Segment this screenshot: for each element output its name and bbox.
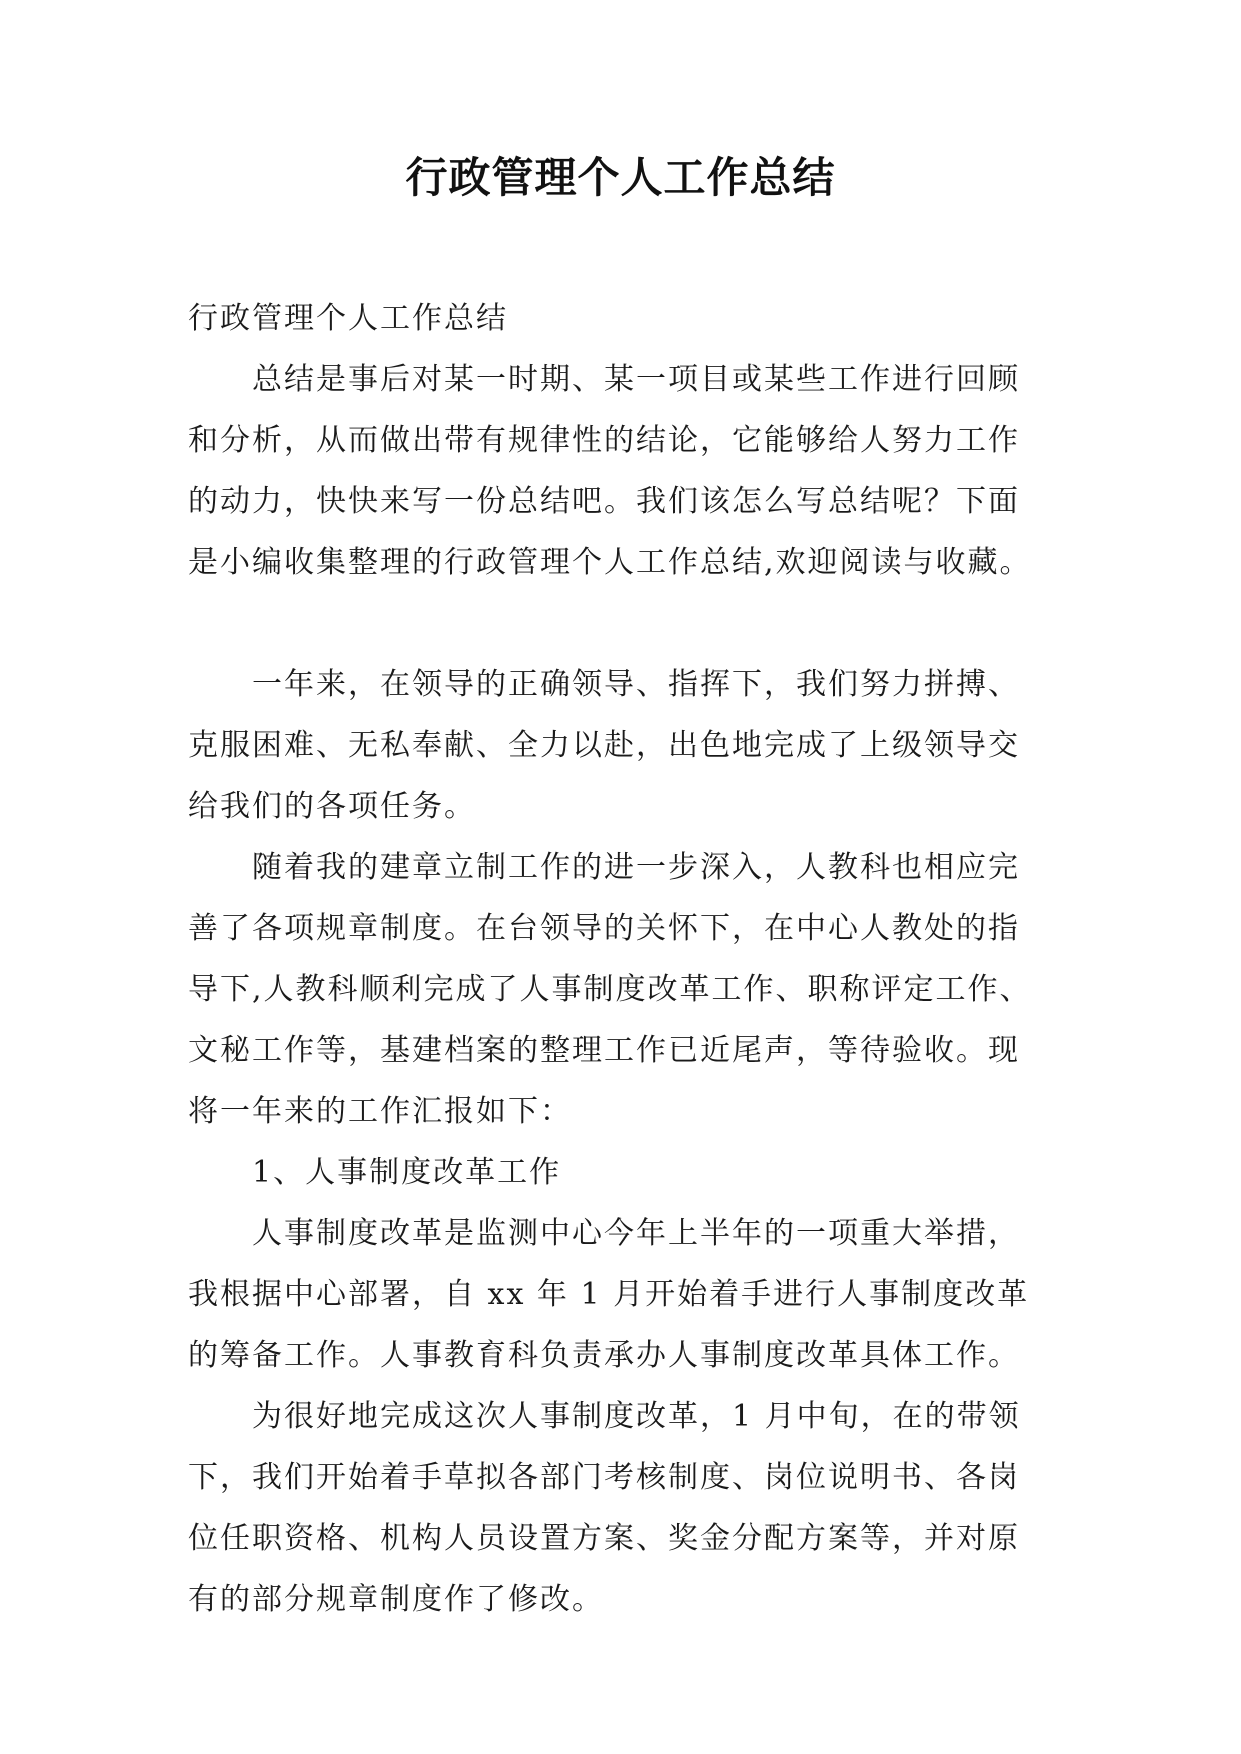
paragraph-line: 有的部分规章制度作了修改。 bbox=[188, 1582, 604, 1617]
paragraph-line: 是小编收集整理的行政管理个人工作总结,欢迎阅读与收藏。 bbox=[188, 545, 1032, 580]
section-heading: 1、人事制度改革工作 bbox=[252, 1155, 562, 1190]
paragraph-line: 总结是事后对某一时期、某一项目或某些工作进行回顾 bbox=[252, 362, 1020, 397]
paragraph-line: 给我们的各项任务。 bbox=[188, 789, 476, 824]
paragraph-line: 下，我们开始着手草拟各部门考核制度、岗位说明书、各岗 bbox=[188, 1460, 1020, 1495]
paragraph-line: 人事制度改革是监测中心今年上半年的一项重大举措， bbox=[252, 1216, 1020, 1251]
paragraph-line: 文秘工作等，基建档案的整理工作已近尾声，等待验收。现 bbox=[188, 1033, 1020, 1068]
paragraph-line: 位任职资格、机构人员设置方案、奖金分配方案等，并对原 bbox=[188, 1521, 1020, 1556]
paragraph-line: 将一年来的工作汇报如下： bbox=[188, 1094, 572, 1129]
paragraph-line: 的筹备工作。人事教育科负责承办人事制度改革具体工作。 bbox=[188, 1338, 1020, 1373]
paragraph-line: 导下,人教科顺利完成了人事制度改革工作、职称评定工作、 bbox=[188, 972, 1032, 1007]
paragraph-line: 随着我的建章立制工作的进一步深入，人教科也相应完 bbox=[252, 850, 1020, 885]
document-body bbox=[188, 288, 1058, 1630]
blank-line bbox=[188, 593, 1058, 654]
paragraph-line: 一年来，在领导的正确领导、指挥下，我们努力拼搏、 bbox=[252, 667, 1020, 702]
paragraph-line: 我根据中心部署，自 xx 年 1 月开始着手进行人事制度改革 bbox=[188, 1277, 1030, 1312]
paragraph-line: 的动力，快快来写一份总结吧。我们该怎么写总结呢？下面 bbox=[188, 484, 1020, 519]
paragraph-line: 为很好地完成这次人事制度改革，1 月中旬，在的带领 bbox=[252, 1399, 1021, 1434]
document-title: 行政管理个人工作总结 bbox=[405, 153, 836, 202]
paragraph-line: 善了各项规章制度。在台领导的关怀下，在中心人教处的指 bbox=[188, 911, 1020, 946]
paragraph-line: 克服困难、无私奉献、全力以赴，出色地完成了上级领导交 bbox=[188, 728, 1020, 763]
paragraph-line: 和分析，从而做出带有规律性的结论，它能够给人努力工作 bbox=[188, 423, 1020, 458]
subtitle-line: 行政管理个人工作总结 bbox=[188, 301, 508, 336]
